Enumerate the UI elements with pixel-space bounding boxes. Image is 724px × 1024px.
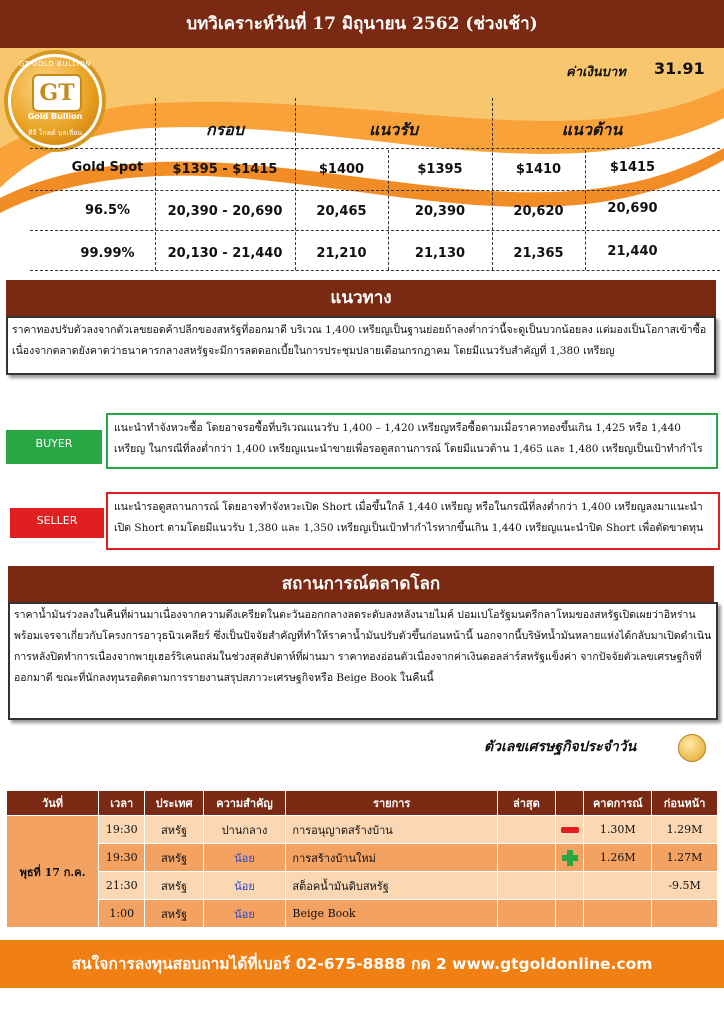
latest-cell bbox=[498, 816, 556, 844]
col-previous: ก่อนหน้า bbox=[652, 791, 718, 816]
signal-cell bbox=[555, 900, 584, 928]
support-1-cell: $1400 bbox=[318, 162, 365, 177]
country-cell: สหรัฐ bbox=[145, 844, 203, 872]
previous-cell: -9.5M bbox=[652, 872, 718, 900]
table-divider bbox=[30, 230, 720, 231]
support-1-cell: 20,465 bbox=[316, 204, 367, 219]
date-cell: พุธที่ 17 ก.ค. bbox=[7, 816, 99, 928]
footer-contact[interactable]: สนใจการลงทุนสอบถามได้ที่เบอร์ 02-675-8888 กด 2 www.gtgoldonline.com bbox=[71, 955, 653, 973]
event-cell: การอนุญาตสร้างบ้าน bbox=[286, 816, 498, 844]
previous-cell: 1.29M bbox=[652, 816, 718, 844]
col-country: ประเทศ bbox=[145, 791, 203, 816]
resistance-2-cell: $1415 bbox=[609, 160, 656, 175]
signal-cell bbox=[555, 872, 584, 900]
calendar-title: ตัวเลขเศรษฐกิจประจำวัน bbox=[484, 739, 637, 755]
col-date: วันที่ bbox=[7, 791, 99, 816]
table-divider bbox=[30, 148, 720, 149]
table-divider bbox=[30, 270, 720, 271]
guideline-text: ราคาทองปรับตัวลงจากตัวเลขยอดค้าปลีกของสหรัฐที่ออกมาดี บริเวณ 1,400 เหรียญเป็นฐานย่อยถ้าลงต่ำกว่านี้จะดูเป็นบวกน้อยลง แต่มองเป็นโอกาสเข้าซื้อเนื่องจากตลาดยังคาดว่าธนาคารกลางสหรัฐจะมีการลดดอกเบี้ยในการประชุมปลายเดือนกรกฎาคม โดยมีแนวรับสำคัญที่ 1,380 เหรียญ bbox=[12, 324, 707, 357]
header-support: แนวรับ bbox=[369, 120, 418, 139]
col-latest: ล่าสุด bbox=[498, 791, 556, 816]
event-cell: สต็อคน้ำมันดิบสหรัฐ bbox=[286, 872, 498, 900]
col-signal bbox=[555, 791, 584, 816]
buyer-badge: BUYER bbox=[6, 430, 102, 464]
latest-cell bbox=[498, 844, 556, 872]
event-cell: การสร้างบ้านใหม่ bbox=[286, 844, 498, 872]
exchange-rate-label: ค่าเงินบาท bbox=[566, 65, 626, 80]
range-cell: 20,390 - 20,690 bbox=[167, 204, 283, 219]
support-1-cell: 21,210 bbox=[316, 246, 367, 261]
range-cell: $1395 - $1415 bbox=[172, 162, 278, 177]
gold-coin-icon bbox=[678, 734, 706, 762]
time-cell: 1:00 bbox=[99, 900, 145, 928]
page-title: บทวิเคราะห์วันที่ 17 มิถุนายน 2562 (ช่วงเช้า) bbox=[186, 14, 538, 34]
col-importance: ความสำคัญ bbox=[203, 791, 286, 816]
row-label: Gold Spot bbox=[71, 160, 144, 175]
previous-cell: 1.27M bbox=[652, 844, 718, 872]
resistance-1-cell: $1410 bbox=[515, 162, 562, 177]
buyer-text: แนะนำทำจังหวะซื้อ โดยอาจรอซื้อที่บริเวณแนวรับ 1,400 – 1,420 เหรียญหรือซื้อตามเมื่อราคาทองขึ้นเกิน 1,425 หรือ 1,440 เหรียญ ในกรณีที่ลงต่ำกว่า 1,400 เหรียญแนะนำขายเพื่อรอดูสถานการณ์ โดยมีแนวต้าน 1,465 และ 1,480 เหรียญเป็นเป้าทำกำไร bbox=[114, 422, 703, 455]
previous-cell bbox=[652, 900, 718, 928]
table-row bbox=[7, 816, 718, 844]
country-cell: สหรัฐ bbox=[145, 900, 203, 928]
logo-sub-text: Gold Bullion bbox=[27, 112, 83, 121]
event-cell: Beige Book bbox=[286, 900, 498, 928]
plus-icon bbox=[562, 850, 578, 866]
country-cell: สหรัฐ bbox=[145, 872, 203, 900]
time-cell: 19:30 bbox=[99, 816, 145, 844]
latest-cell bbox=[498, 900, 556, 928]
signal-cell bbox=[555, 844, 584, 872]
resistance-2-cell: 20,690 bbox=[607, 201, 658, 216]
importance-cell: ปานกลาง bbox=[203, 816, 286, 844]
resistance-1-cell: 20,620 bbox=[513, 204, 564, 219]
importance-cell: น้อย bbox=[203, 900, 286, 928]
seller-badge: SELLER bbox=[10, 508, 104, 538]
forecast-cell: 1.30M bbox=[584, 816, 652, 844]
row-label: 99.99% bbox=[80, 246, 135, 261]
exchange-rate-value: 31.91 bbox=[654, 59, 705, 78]
calendar-header-row bbox=[7, 791, 718, 816]
logo-top-text: GT GOLD BULLION bbox=[18, 60, 92, 68]
col-forecast: คาดการณ์ bbox=[584, 791, 652, 816]
forecast-cell bbox=[584, 900, 652, 928]
header-range: กรอบ bbox=[205, 120, 245, 139]
range-cell: 20,130 - 21,440 bbox=[167, 246, 283, 261]
minus-icon bbox=[561, 827, 579, 833]
time-cell: 21:30 bbox=[99, 872, 145, 900]
economic-calendar-table bbox=[6, 790, 718, 928]
country-cell: สหรัฐ bbox=[145, 816, 203, 844]
forecast-cell: 1.26M bbox=[584, 844, 652, 872]
resistance-2-cell: 21,440 bbox=[607, 244, 658, 259]
support-2-cell: 21,130 bbox=[414, 246, 466, 261]
logo-mark: GT bbox=[32, 74, 82, 112]
resistance-1-cell: 21,365 bbox=[513, 246, 564, 261]
table-row bbox=[7, 872, 718, 900]
importance-cell: น้อย bbox=[203, 872, 286, 900]
table-divider bbox=[30, 190, 720, 191]
col-event: รายการ bbox=[286, 791, 498, 816]
table-row bbox=[7, 844, 718, 872]
col-time: เวลา bbox=[99, 791, 145, 816]
world-market-text: ราคาน้ำมันร่วงลงในคืนที่ผ่านมาเนื่องจากความตึงเครียดในตะวันออกกลางลดระดับลงหลังนายไมค์ ปอมเปโอรัฐมนตรีกลาโหมของสหรัฐเปิดเผยว่าอิหร่านพร้อมเจรจาเกี่ยวกับโครงการอาวุธนิวเคลียร์ ซึ่งเป็นปัจจัยสำคัญที่ทำให้ราคาน้ำมันปรับตัวขึ้นก่อนหน้านี้ นอกจากนี้บริษัทน้ำมันหลายแห่งได้กลับมาเปิดดำเนินการหลังปิดทำการเนื่องจากพายุเฮอร์ริเคนถล่มในช่วงสุดสัปดาห์ที่ผ่านมา ราคาทองอ่อนตัวเนื่องจากค่าเงินดอลล่าร์สหรัฐแข็งค่า จากปัจจัยตัวเลขเศรษฐกิจที่ออกมาดี ขณะที่นักลงทุนรอติดตามการรายงานสรุปสภาวะเศรษฐกิจหรือ Beige Book ในคืนนี้ bbox=[14, 609, 712, 684]
time-cell: 19:30 bbox=[99, 844, 145, 872]
forecast-cell bbox=[584, 872, 652, 900]
latest-cell bbox=[498, 872, 556, 900]
importance-cell: น้อย bbox=[203, 844, 286, 872]
world-market-heading: สถานการณ์ตลาดโลก bbox=[8, 566, 714, 602]
header-resistance: แนวต้าน bbox=[561, 120, 623, 139]
seller-text: แนะนำรอดูสถานการณ์ โดยอาจทำจังหวะเปิด Short เมื่อขึ้นใกล้ 1,440 เหรียญ หรือในกรณีที่ลงต่ำกว่า 1,400 เหรียญลงมาแนะนำเปิด Short ตามโดยมีแนวรับ 1,380 และ 1,350 เหรียญเป็นเป้าทำกำไรหากขึ้นเกิน 1,440 เหรียญแนะนำปิด Short เพื่อตัดขาดทุน bbox=[114, 501, 704, 534]
support-2-cell: 20,390 bbox=[414, 204, 466, 219]
row-label: 96.5% bbox=[84, 203, 131, 218]
table-row bbox=[7, 900, 718, 928]
signal-cell bbox=[555, 816, 584, 844]
guideline-heading: แนวทาง bbox=[6, 280, 716, 316]
logo-bottom-text: ทีจี โกลด์ บุลเลี่ยน bbox=[27, 129, 83, 137]
support-2-cell: $1395 bbox=[417, 162, 463, 177]
